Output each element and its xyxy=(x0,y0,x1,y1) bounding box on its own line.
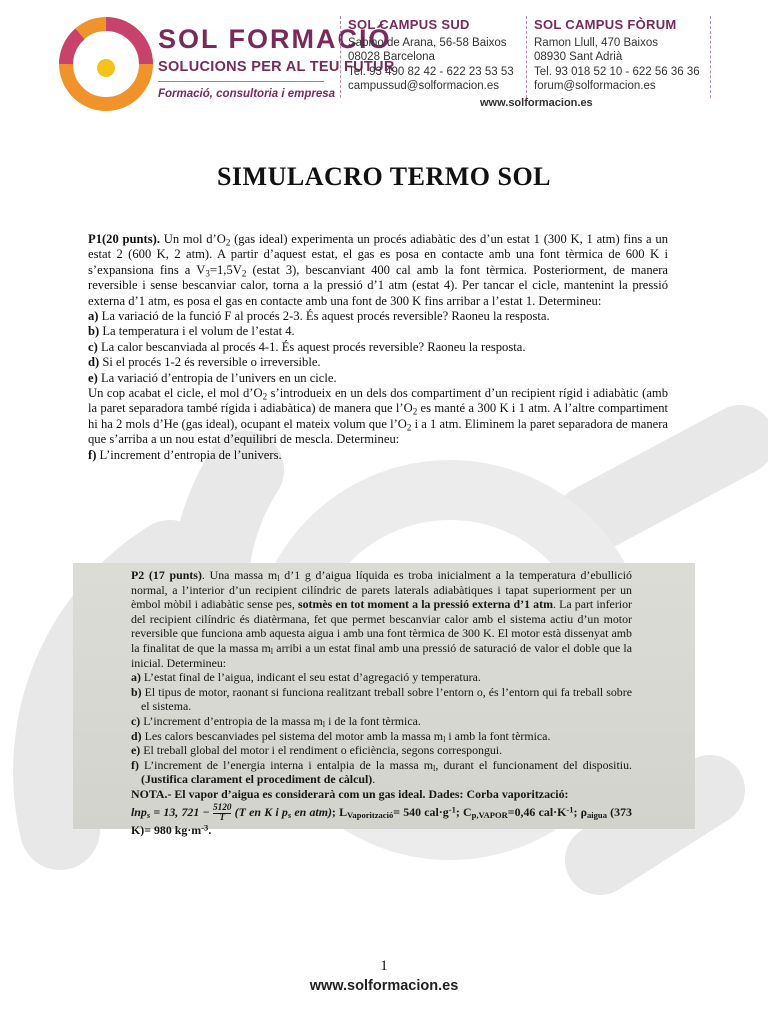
p2-data: lnp$_s$ = 13, 721 − $\frac{5120}{T}$ (T en K i $p_s$ en atm); $L_{Vaporització}= 540$ $cal\cdot g^{-1}$; $C_{p,VAPOR}=0,46$ $cal\cdot K^{-1}$; $\rho_{aigua}$ (373 K)= 980 $kg\cdot m^{-3}$. xyxy=(131,802,632,837)
document-title: SIMULACRO TERMO SOL xyxy=(216,162,552,191)
campus-forum-address1: Ramon Llull, 470 Baixos xyxy=(534,36,659,49)
campus-forum-block xyxy=(534,18,700,94)
campus-forum-phone: Tel. 93 018 52 10 - 622 56 36 36 xyxy=(534,65,700,78)
footer-website-link[interactable]: www.solformacion.es xyxy=(309,978,459,994)
problem-2-scan xyxy=(73,563,695,837)
campus-sud-address1: Sabino de Arana, 56-58 Baixos xyxy=(348,36,507,49)
p2-question-a: a) L’estat final de l’aigua, indicant el seu estat d’agregació y temperatura. xyxy=(131,670,481,685)
p1-question-c: c) La calor bescanviada al procés 4-1. És aquest procés reversible? Raoneu la resposta. xyxy=(88,339,526,354)
campus-sud-block xyxy=(348,18,514,94)
campus-sud-title: SOL CAMPUS SUD xyxy=(348,17,470,32)
p1-heading: P1(20 punts). xyxy=(88,232,160,246)
sol-formacio-logo-icon xyxy=(58,16,154,112)
problem-1 xyxy=(88,232,668,463)
campus-forum-address2: 08930 Sant Adrià xyxy=(534,51,623,63)
vaporization-formula: lnp$_s$ = 13, 721 − $\frac{5120}{T}$ (T en K i $p_s$ en atm) xyxy=(131,802,332,823)
header-divider xyxy=(526,16,527,98)
p2-question-e: e) El treball global del motor i el rendiment o eficiència, segons correspongui. xyxy=(131,743,503,758)
campus-sud-email[interactable]: campussud@solformacion.es xyxy=(348,80,500,92)
page-number: 1 xyxy=(380,958,388,974)
p2-intro: P2 (17 punts). Una massa $m_l$ d’1 g d’aigua líquida es troba inicialment a la temperatura d’ebullició normal, a l’interior d’un recipient cilíndric de parets laterals adiabàtiques i tapat superiorment per un èmbol mòbil i adiabàtic sense pes, sotmès en tot moment a la pressió externa d’1 atm. La part inferior del recipient cilíndric és diatèrmana, fet que permet bescanviar calor amb el sistema actiu d’un motor reversible que funciona amb aquesta aigua i amb una font tèrmica de 300 K. El motor està dissenyat amb la finalitat de que la massa $m_l$ arribi a un estat final amb una pressió de saturació de valor el doble que la inicial. Determineu: xyxy=(131,568,633,670)
p1-question-a: a) La variació de la funció F al procés 2-3. És aquest procés reversible? Raoneu la resposta. xyxy=(88,309,550,324)
p1-question-e: e) La variació d’entropia de l’univers en un cicle. xyxy=(88,370,337,385)
p2-question-f: f) L’increment de l’energia interna i entalpia de la massa $m_l$, durant el funcionament del dispositiu. (Justifica clarament el procediment de càlcul). xyxy=(131,757,632,787)
p2-question-d: d) Les calors bescanviades pel sistema del motor amb la massa $m_l$ i amb la font tèrmica. xyxy=(131,728,551,744)
campus-sud-address2: 08028 Barcelona xyxy=(348,51,435,63)
brand-name: SOL FORMACIÓ xyxy=(158,24,392,54)
campus-forum-email[interactable]: forum@solformacion.es xyxy=(534,80,656,92)
brand-subtitle: Formació, consultoria i empresa xyxy=(158,88,336,100)
p1-continuation: Un cop acabat el cicle, el mol $d’O_2$ s’introdueix en un dels dos compartiment d’un recipient rígid i adiabàtic (amb la paret separadora també rígida i adiabàtica) de manera que $l’O_2$ es manté a 300 K i 1 atm. A l’altre compartiment hi ha 2 mols d’He (gas ideal), ocupant el mateix volum que $l’O_2$ i a 1 atm. Eliminem la paret separadora de manera que s’arriba a un nou estat d’equilibri de mescla. Determineu: xyxy=(88,386,668,447)
header-divider xyxy=(340,16,341,98)
campus-sud-phone: Tel. 93 490 82 42 - 622 23 53 53 xyxy=(348,65,514,78)
p2-question-c: c) L’increment d’entropia de la massa $m_l$ i de la font tèrmica. xyxy=(131,713,421,730)
brand-tagline: SOLUCIONS PER AL TEU FUTUR xyxy=(158,59,395,75)
header-website-link[interactable]: www.solformacion.es xyxy=(480,97,593,109)
header-divider xyxy=(710,16,711,98)
problem-2 xyxy=(131,568,632,837)
p1-intro: P1(20 punts). Un mol $d’O_2$ (gas ideal) experimenta un procés adiabàtic des d’un estat 1 (300 K, 1 atm) fins a un estat 2 (600 K, 2 atm). A partir d’aquest estat, el gas es posa en contacte amb una font tèrmica de 600 K i s’expansiona fins a $V_3=1,5V_2$ (estat 3), bescanviant 400 cal amb la font tèrmica. Posteriorment, de manera reversible i sense bescanviar calor, torna a la pressió d’1 atm (estat 4). Per tancar el cicle, mantenint la pressió externa d’1 atm, es posa el gas en contacte amb una font de 300 K fins arribar a l’estat 1. Determineu: xyxy=(88,232,669,308)
p2-note: NOTA.- El vapor d’aigua es considerarà com un gas ideal. Dades: Corba vaporització: xyxy=(131,786,569,801)
brand-divider xyxy=(158,81,324,82)
p1-question-d: d) Si el procés 1-2 és reversible o irreversible. xyxy=(88,355,321,370)
p1-question-b: b) La temperatura i el volum de l’estat 4. xyxy=(88,324,295,339)
p2-question-b: b) El tipus de motor, raonant si funciona realitzant treball sobre l’entorn o, és l’entorn qui fa treball sobre el sistema. xyxy=(131,684,632,714)
letterhead xyxy=(0,0,768,130)
p2-heading: P2 (17 punts) xyxy=(131,568,202,582)
formula-fraction: $\frac{5120}{T}$ xyxy=(212,802,232,823)
p1-question-f: f) L’increment d’entropia de l’univers. xyxy=(88,447,282,462)
campus-forum-title: SOL CAMPUS FÒRUM xyxy=(534,17,677,32)
